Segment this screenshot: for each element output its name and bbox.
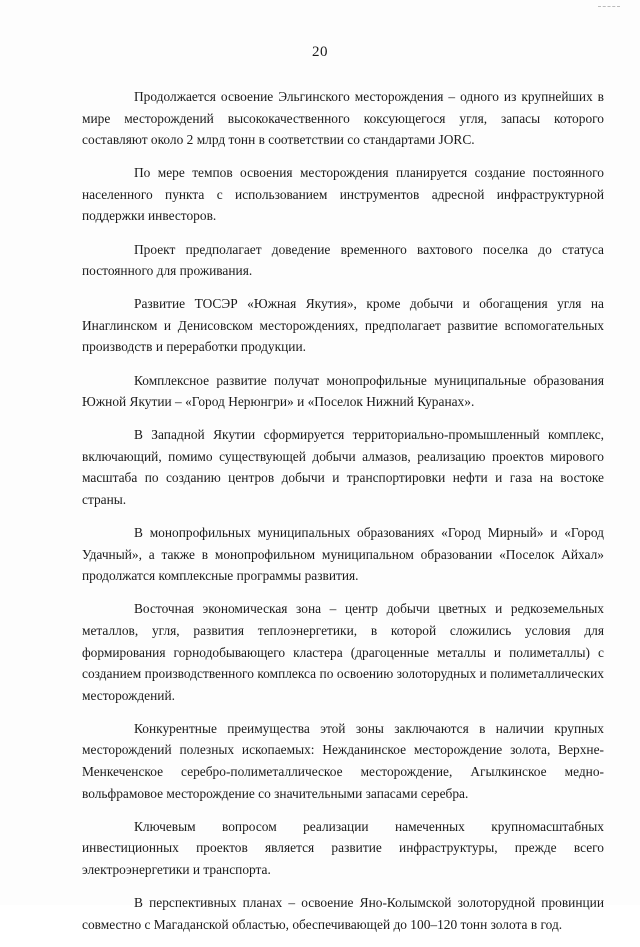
page-body: [82, 86, 604, 947]
paragraph-settlement-creation: По мере темпов освоения месторождения планируется создание постоянного населенного пункта с использованием инструментов адресной инфраструктурной поддержки инвесторов.: [82, 165, 604, 224]
paragraph-shift-camp: Проект предполагает доведение временного вахтового поселка до статуса постоянного для проживания.: [82, 241, 604, 279]
paragraph-competitive-advantages: Конкурентные преимущества этой зоны заключаются в наличии крупных месторождений полезных ископаемых: Нежданинское месторождение золота, Верхне-Менкеченское серебро-полиметаллическое месторождение, Агылкинское медно-вольфрамовое месторождение со значительными запасами серебра.: [82, 720, 604, 801]
paragraph-east-economic-zone: Восточная экономическая зона – центр добычи цветных и редкоземельных металлов, угля, развития теплоэнергетики, в которой сложились условия для формирования горнодобывающего кластера (драгоценные металлы и полиметаллы) с созданием производственного комплекса по освоению золоторудных и полиметаллических месторождений.: [82, 601, 604, 703]
paragraph-infrastructure: Ключевым вопросом реализации намеченных крупномасштабных инвестиционных проектов является развитие инфраструктуры, прежде всего электроэнергетики и транспорта.: [82, 818, 604, 877]
paragraph-elga-deposit: Продолжается освоение Эльгинского месторождения – одного из крупнейших в мире месторождений высококачественного коксующегося угля, запасы которого составляют около 2 млрд тонн в соответствии со стандартами JORC.: [82, 89, 604, 148]
paragraph-west-yakutia: В Западной Якутии сформируется территориально-промышленный комплекс, включающий, помимо существующей добычи алмазов, реализацию проектов мирового масштаба по созданию центров добычи и транспортировки нефти и газа на востоке страны.: [82, 427, 604, 507]
paragraph-monotowns-south: Комплексное развитие получат монопрофильные муниципальные образования Южной Якутии – «Город Нерюнгри» и «Поселок Нижний Куранах».: [82, 372, 604, 410]
paragraph-yano-kolyma: В перспективных планах – освоение Яно-Колымской золоторудной провинции совместно с Магаданской областью, обеспечивающей до 100–120 тонн золота в год.: [82, 895, 604, 932]
paragraph-south-yakutia-zone: Развитие ТОСЭР «Южная Якутия», кроме добычи и обогащения угля на Инаглинском и Денисовском месторождениях, предполагает развитие вспомогательных производств и переработки продукции.: [82, 296, 604, 355]
page-number: 20: [312, 44, 328, 60]
paragraph-monotowns-west: В монопрофильных муниципальных образованиях «Город Мирный» и «Город Удачный», а также в монопрофильном муниципальном образовании «Поселок Айхал» продолжатся комплексные программы развития.: [82, 525, 604, 584]
scan-corner-mark: [598, 6, 620, 7]
